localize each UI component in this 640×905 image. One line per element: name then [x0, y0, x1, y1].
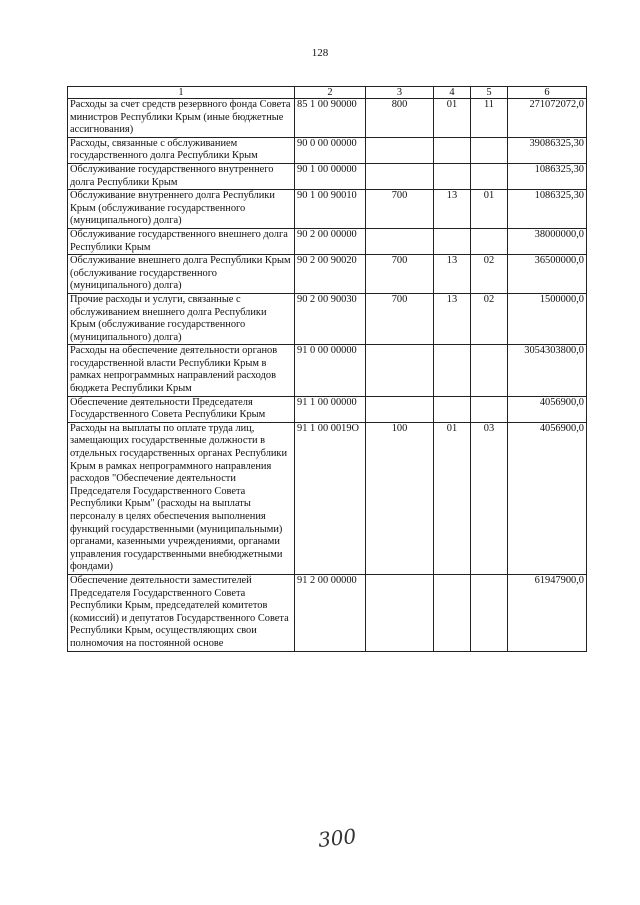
row-subsection — [471, 574, 508, 651]
row-name: Обслуживание внешнего долга Республики Крым (обслуживание государственного (муниципального) долга) — [68, 255, 295, 294]
row-amount: 1500000,0 — [508, 293, 587, 344]
row-section — [434, 228, 471, 254]
row-subsection: 01 — [471, 190, 508, 229]
table-row — [68, 396, 587, 422]
row-section: 13 — [434, 190, 471, 229]
row-name: Обеспечение деятельности Председателя Государственного Совета Республики Крым — [68, 396, 295, 422]
budget-table — [67, 86, 587, 652]
column-header: 1 — [68, 87, 295, 99]
row-expense-type — [366, 396, 434, 422]
row-amount: 4056900,0 — [508, 422, 587, 574]
table-row — [68, 163, 587, 189]
row-section — [434, 345, 471, 396]
row-name: Расходы, связанные с обслуживанием государственного долга Республики Крым — [68, 137, 295, 163]
row-section: 13 — [434, 293, 471, 344]
row-name: Обслуживание государственного внешнего долга Республики Крым — [68, 228, 295, 254]
row-expense-type: 700 — [366, 255, 434, 294]
table-row — [68, 99, 587, 138]
row-code: 91 2 00 00000 — [295, 574, 366, 651]
column-header: 5 — [471, 87, 508, 99]
table-row — [68, 293, 587, 344]
row-subsection: 03 — [471, 422, 508, 574]
table-row — [68, 137, 587, 163]
row-code: 91 0 00 00000 — [295, 345, 366, 396]
row-amount: 36500000,0 — [508, 255, 587, 294]
column-header: 6 — [508, 87, 587, 99]
row-name: Обслуживание государственного внутреннего долга Республики Крым — [68, 163, 295, 189]
column-header: 3 — [366, 87, 434, 99]
column-header: 2 — [295, 87, 366, 99]
row-expense-type: 700 — [366, 293, 434, 344]
row-code: 90 1 00 00000 — [295, 163, 366, 189]
row-code: 91 1 00 0019О — [295, 422, 366, 574]
row-subsection — [471, 345, 508, 396]
row-name: Обслуживание внутреннего долга Республики Крым (обслуживание государственного (муниципального) долга) — [68, 190, 295, 229]
row-section — [434, 163, 471, 189]
row-expense-type: 800 — [366, 99, 434, 138]
row-subsection: 02 — [471, 293, 508, 344]
table-row — [68, 190, 587, 229]
row-expense-type — [366, 137, 434, 163]
row-expense-type: 100 — [366, 422, 434, 574]
row-section — [434, 396, 471, 422]
row-subsection — [471, 137, 508, 163]
row-amount: 1086325,30 — [508, 190, 587, 229]
table-row — [68, 422, 587, 574]
row-section — [434, 137, 471, 163]
header-row — [68, 87, 587, 99]
row-subsection — [471, 396, 508, 422]
row-subsection — [471, 228, 508, 254]
page-number: 128 — [311, 47, 329, 59]
row-code: 90 1 00 90010 — [295, 190, 366, 229]
row-code: 90 0 00 00000 — [295, 137, 366, 163]
row-expense-type — [366, 345, 434, 396]
row-section: 01 — [434, 99, 471, 138]
row-name: Расходы на выплаты по оплате труда лиц, замещающих государственные должности в отдельных государственных органах Республики Крым в рамках непрограммного направления расходов "Обеспечение деятельности Председателя Государственного Совета Республики Крым" (расходы на выплаты персоналу в целях обеспечения выполнения функций государственными (муниципальными) органами, казенными учреждениями, органами управления государственными внебюджетными фондами) — [68, 422, 295, 574]
table-row — [68, 345, 587, 396]
handwritten-page-mark: 300 — [316, 824, 358, 852]
row-subsection — [471, 163, 508, 189]
row-code: 90 2 00 00000 — [295, 228, 366, 254]
table-row — [68, 255, 587, 294]
row-code: 91 1 00 00000 — [295, 396, 366, 422]
row-expense-type: 700 — [366, 190, 434, 229]
row-expense-type — [366, 228, 434, 254]
row-section — [434, 574, 471, 651]
row-subsection: 11 — [471, 99, 508, 138]
row-expense-type — [366, 574, 434, 651]
row-code: 90 2 00 90030 — [295, 293, 366, 344]
table-body — [68, 99, 587, 652]
row-amount: 271072072,0 — [508, 99, 587, 138]
row-name: Расходы на обеспечение деятельности органов государственной власти Республики Крым в рамках непрограммных направлений расходов бюджета Республики Крым — [68, 345, 295, 396]
row-section: 13 — [434, 255, 471, 294]
row-amount: 3054303800,0 — [508, 345, 587, 396]
row-code: 85 1 00 90000 — [295, 99, 366, 138]
row-subsection: 02 — [471, 255, 508, 294]
row-name: Прочие расходы и услуги, связанные с обслуживанием внешнего долга Республики Крым (обслуживание государственного (муниципального) долга) — [68, 293, 295, 344]
row-amount: 38000000,0 — [508, 228, 587, 254]
row-amount: 39086325,30 — [508, 137, 587, 163]
row-expense-type — [366, 163, 434, 189]
table-row — [68, 228, 587, 254]
row-name: Обеспечение деятельности заместителей Председателя Государственного Совета Республики Крым, председателей комитетов (комиссий) и депутатов Государственного Совета Республики Крым, осуществляющих свои полномочия на постоянной основе — [68, 574, 295, 651]
table-row — [68, 574, 587, 651]
row-amount: 1086325,30 — [508, 163, 587, 189]
row-name: Расходы за счет средств резервного фонда Совета министров Республики Крым (иные бюджетные ассигнования) — [68, 99, 295, 138]
row-section: 01 — [434, 422, 471, 574]
row-amount: 61947900,0 — [508, 574, 587, 651]
row-code: 90 2 00 90020 — [295, 255, 366, 294]
row-amount: 4056900,0 — [508, 396, 587, 422]
column-header: 4 — [434, 87, 471, 99]
